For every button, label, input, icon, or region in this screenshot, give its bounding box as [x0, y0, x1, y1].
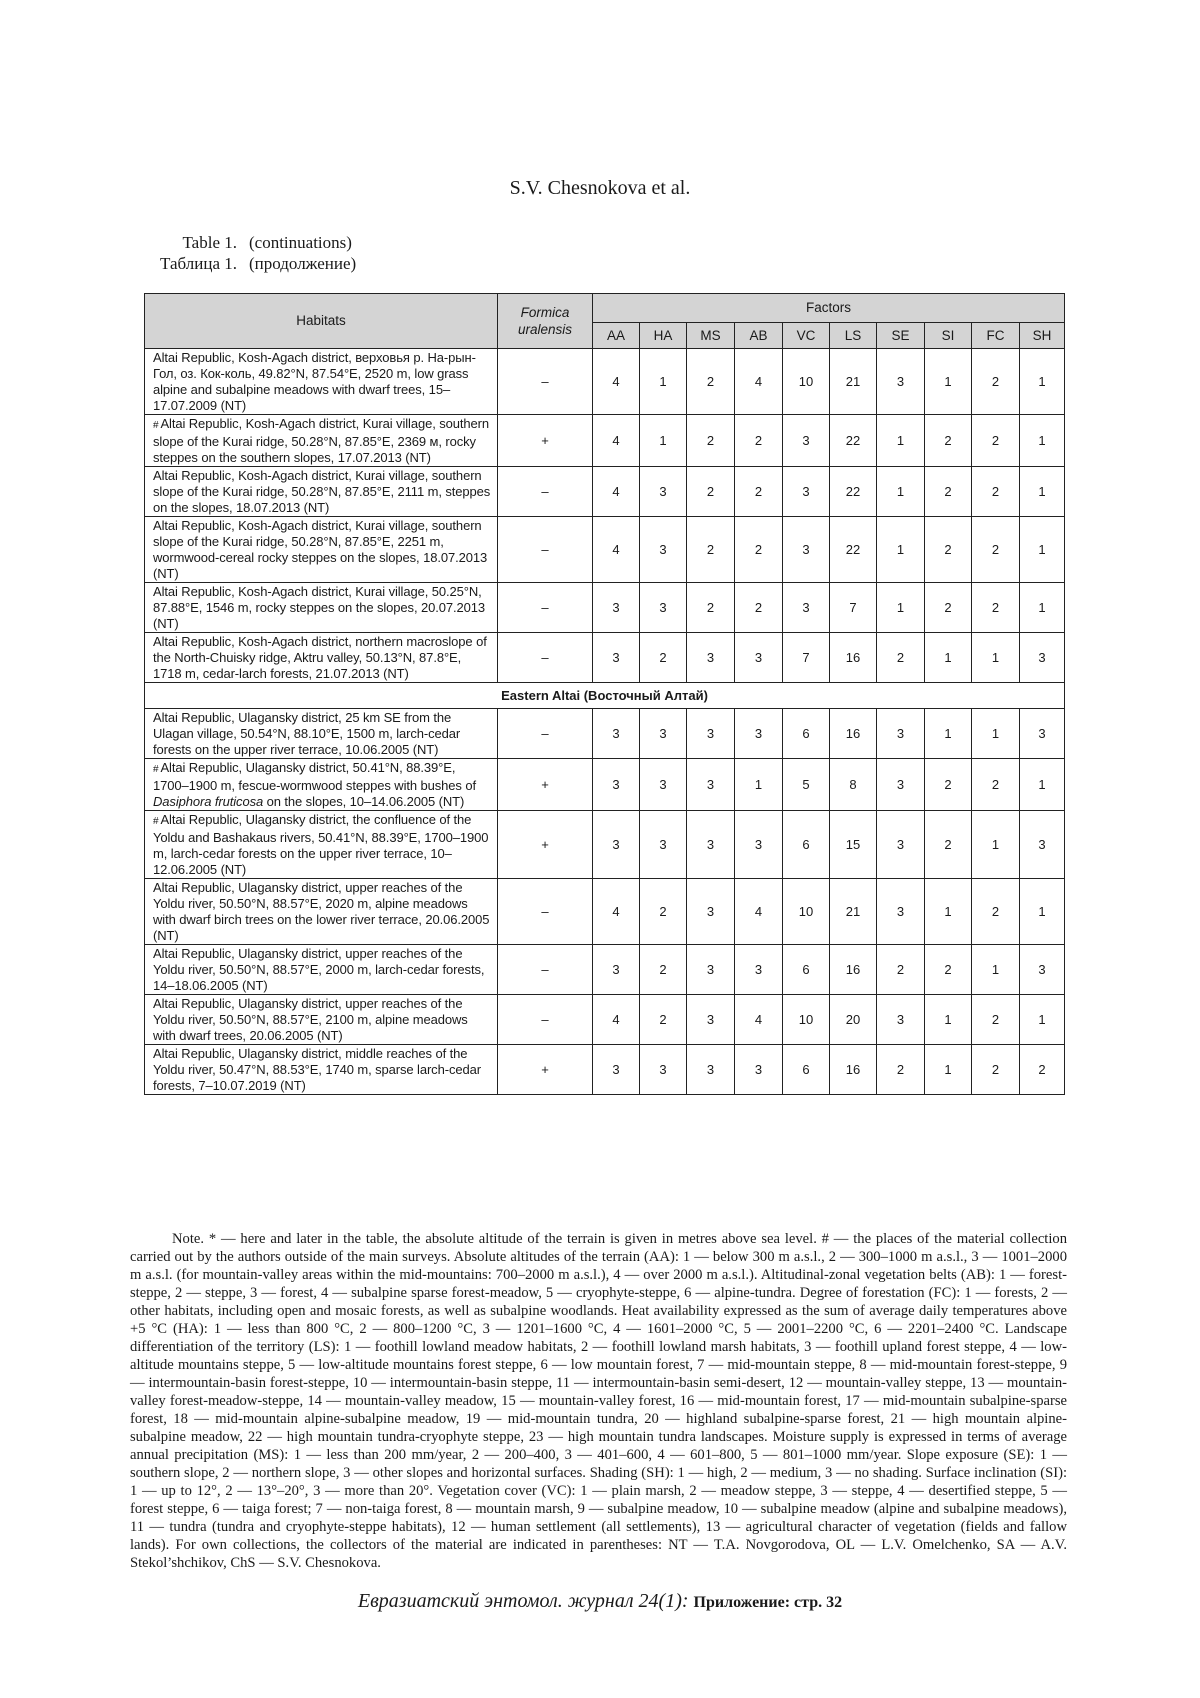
- factor-cell-fc: 2: [972, 879, 1020, 945]
- factor-cell-fc: 2: [972, 467, 1020, 517]
- header-factor-se: SE: [877, 323, 925, 349]
- habitat-text: Altai Republic, Kosh-Agach district, Kurai village, southern slope of the Kurai ridge, 50.28°N, 87.85°E, 2111 m, steppes on the slopes, 18.07.2013 (NT): [153, 468, 490, 515]
- factor-cell-sh: 1: [1020, 583, 1065, 633]
- habitat-cell: [145, 583, 498, 633]
- formica-uralensis-cell: +: [498, 1045, 593, 1095]
- caption-label-en: Table 1.: [140, 232, 237, 253]
- habitat-cell: [145, 759, 498, 811]
- habitats-table: [144, 293, 1065, 1095]
- caption-text-ru: (продолжение): [249, 253, 356, 274]
- header-factor-ha: HA: [640, 323, 687, 349]
- factor-cell-ls: 16: [830, 1045, 877, 1095]
- factor-cell-ls: 22: [830, 415, 877, 467]
- formica-uralensis-cell: +: [498, 759, 593, 811]
- factor-cell-vc: 6: [783, 945, 830, 995]
- factor-cell-fc: 1: [972, 945, 1020, 995]
- header-species: [498, 294, 593, 349]
- factor-cell-se: 3: [877, 811, 925, 879]
- factor-cell-fc: 1: [972, 633, 1020, 683]
- habitat-cell: [145, 415, 498, 467]
- habitat-cell: [145, 633, 498, 683]
- factor-cell-se: 3: [877, 349, 925, 415]
- factor-cell-vc: 10: [783, 879, 830, 945]
- factor-cell-se: 3: [877, 759, 925, 811]
- footer-page: Приложение: стр. 32: [694, 1594, 843, 1611]
- factor-cell-ms: 2: [687, 517, 735, 583]
- factor-cell-ms: 2: [687, 583, 735, 633]
- factor-cell-ms: 3: [687, 709, 735, 759]
- factor-cell-se: 2: [877, 633, 925, 683]
- factor-cell-se: 2: [877, 945, 925, 995]
- factor-cell-aa: 3: [593, 945, 640, 995]
- factor-cell-aa: 3: [593, 709, 640, 759]
- factor-cell-se: 2: [877, 1045, 925, 1095]
- factor-cell-ha: 2: [640, 995, 687, 1045]
- factor-cell-si: 2: [925, 583, 972, 633]
- habitat-text: Altai Republic, Ulagansky district, the confluence of the Yoldu and Bashakaus rivers, 50.41°N, 88.39°E, 1700–1900 m, larch-cedar forests on the upper river terrace, 10–12.06.2005 (NT): [153, 812, 488, 877]
- factor-cell-sh: 2: [1020, 1045, 1065, 1095]
- factor-cell-fc: 2: [972, 415, 1020, 467]
- factor-cell-se: 3: [877, 709, 925, 759]
- habitat-text: Altai Republic, Kosh-Agach district, northern macroslope of the North-Chuisky ridge, Aktru valley, 50.13°N, 87.8°E, 1718 m, cedar-larch forests, 21.07.2013 (NT): [153, 634, 487, 681]
- factor-cell-se: 1: [877, 517, 925, 583]
- factor-cell-sh: 1: [1020, 759, 1065, 811]
- factor-cell-si: 1: [925, 349, 972, 415]
- factor-cell-ha: 1: [640, 415, 687, 467]
- factor-cell-sh: 1: [1020, 467, 1065, 517]
- factor-cell-vc: 3: [783, 517, 830, 583]
- factor-cell-ha: 3: [640, 759, 687, 811]
- own-collection-mark: #: [153, 420, 158, 431]
- table-row: [145, 415, 1065, 467]
- section-title: Eastern Altai (Восточный Алтай): [145, 683, 1065, 709]
- table-row: [145, 759, 1065, 811]
- factor-cell-aa: 3: [593, 1045, 640, 1095]
- factor-cell-vc: 6: [783, 1045, 830, 1095]
- factor-cell-ab: 2: [735, 583, 783, 633]
- habitat-text: Altai Republic, Kosh-Agach district, Kurai village, southern slope of the Kurai ridge, 50.28°N, 87.85°E, 2251 m, wormwood-cereal rocky steppes on the slopes, 18.07.2013 (NT): [153, 518, 487, 581]
- habitat-text: Altai Republic, Ulagansky district, upper reaches of the Yoldu river, 50.50°N, 88.57°E, 2000 m, larch-cedar forests, 14–18.06.2005 (NT): [153, 946, 484, 993]
- section-row: [145, 683, 1065, 709]
- habitat-cell: [145, 945, 498, 995]
- factor-cell-ms: 2: [687, 467, 735, 517]
- factor-cell-ms: 3: [687, 759, 735, 811]
- header-factor-ls: LS: [830, 323, 877, 349]
- factor-cell-ms: 3: [687, 811, 735, 879]
- habitat-cell: [145, 1045, 498, 1095]
- formica-uralensis-cell: –: [498, 467, 593, 517]
- factor-cell-ms: 3: [687, 945, 735, 995]
- habitat-cell: [145, 879, 498, 945]
- formica-uralensis-cell: –: [498, 945, 593, 995]
- factor-cell-si: 2: [925, 945, 972, 995]
- table-row: [145, 1045, 1065, 1095]
- header-factor-ms: MS: [687, 323, 735, 349]
- header-factor-sh: SH: [1020, 323, 1065, 349]
- factor-cell-aa: 4: [593, 349, 640, 415]
- factor-cell-ms: 2: [687, 415, 735, 467]
- factor-cell-ha: 3: [640, 709, 687, 759]
- factor-cell-fc: 2: [972, 1045, 1020, 1095]
- factor-cell-aa: 3: [593, 583, 640, 633]
- table-row: [145, 633, 1065, 683]
- table-row: [145, 467, 1065, 517]
- factor-cell-ha: 3: [640, 583, 687, 633]
- factor-cell-ab: 4: [735, 349, 783, 415]
- factor-cell-sh: 1: [1020, 517, 1065, 583]
- table-caption: [140, 232, 356, 274]
- factor-cell-ha: 2: [640, 633, 687, 683]
- formica-uralensis-cell: –: [498, 709, 593, 759]
- table-note: Note. * — here and later in the table, the absolute altitude of the terrain is given in metres above sea level. # — the places of the material collection carried out by the authors outside of the main surveys. Absolute altitudes of the terrain (AA): 1 — below 300 m a.s.l., 2 — 300–1000 m a.s.l., 3 — 1001–2000 m a.s.l. (for mountain-valley areas within the mid-mountains: 700–2000 m a.s.l.), 4 — over 2000 m a.s.l.). Altitudinal-zonal vegetation belts (AB): 1 — forest-steppe, 2 — steppe, 3 — forest, 4 — subalpine sparse forest-meadow, 5 — cryophyte-steppe, 6 — alpine-tundra. Degree of forestation (FC): 1 — forests, 2 — other habitats, including open and mosaic forests, as well as subalpine woodlands. Heat availability expressed as the sum of average daily temperatures above +5 °C (HA): 1 — less than 800 °C, 2 — 800–1200 °C, 3 — 1201–1600 °C, 4 — 1601–2000 °C, 5 — 2001–2200 °C, 6 — 2201–2400 °C. Landscape differentiation of the territory (LS): 1 — foothill lowland meadow habitats, 2 — foothill lowland marsh habitats, 3 — foothill upland forest steppe, 4 — low-altitude mountains steppe, 5 — low-altitude mountains forest steppe, 6 — low mountain forest, 7 — mid-mountain steppe, 8 — mid-mountain forest-steppe, 9 — intermountain-basin forest-steppe, 10 — intermountain-basin steppe, 11 — intermountain-basin semi-desert, 12 — mountain-valley steppe, 13 — mountain-valley forest-meadow-steppe, 14 — mountain-valley meadow, 15 — mountain-valley forest, 16 — mid-mountain forest, 17 — mid-mountain subalpine-sparse forest, 18 — mid-mountain alpine-subalpine meadow, 19 — mid-mountain tundra, 20 — highland subalpine-sparse forest, 21 — high mountain alpine-subalpine meadow, 22 — high mountain tundra-cryophyte steppe, 23 — high mountain tundra landscapes. Moisture supply is expressed in terms of average annual precipitation (MS): 1 — less than 200 mm/year, 2 — 200–400, 3 — 401–600, 4 — 601–800, 5 — 801–1000 mm/year. Slope exposure (SE): 1 — southern slope, 2 — northern slope, 3 — other slopes and horizontal surfaces. Shading (SH): 1 — high, 2 — medium, 3 — no shading. Surface inclination (SI): 1 — up to 12°, 2 — 13°–20°, 3 — more than 20°. Vegetation cover (VC): 1 — plain marsh, 2 — meadow steppe, 3 — steppe, 4 — desertified steppe, 5 — forest steppe, 6 — taiga forest; 7 — non-taiga forest, 8 — mountain marsh, 9 — subalpine meadow, 10 — subalpine meadow (alpine and subalpine meadows), 11 — tundra (tundra and cryophyte-steppe habitats), 12 — human settlement (all settlements), 13 — agricultural character of vegetation (fields and fallow lands). For own collections, the collectors of the material are indicated in parentheses: NT — T.A. Novgorodova, OL — L.V. Omelchenko, SA — A.V. Stekol’shchikov, ChS — S.V. Chesnokova.: [130, 1230, 1067, 1572]
- habitat-text: Altai Republic, Ulagansky district, middle reaches of the Yoldu river, 50.47°N, 88.53°E, 1740 m, sparse larch-cedar forests, 7–10.07.2019 (NT): [153, 1046, 481, 1093]
- header-factor-si: SI: [925, 323, 972, 349]
- page-footer: [0, 1590, 1200, 1613]
- factor-cell-si: 2: [925, 415, 972, 467]
- factor-cell-ls: 16: [830, 709, 877, 759]
- habitat-text: Altai Republic, Kosh-Agach district, верховья р. На-рын-Гол, оз. Кок-коль, 49.82°N, 87.54°E, 2520 m, low grass alpine and subalpine meadows with dwarf trees, 15–17.07.2009 (NT): [153, 350, 476, 413]
- factor-cell-sh: 1: [1020, 415, 1065, 467]
- factor-cell-ab: 2: [735, 517, 783, 583]
- factor-cell-se: 3: [877, 995, 925, 1045]
- habitat-text: Altai Republic, Kosh-Agach district, Kurai village, 50.25°N, 87.88°E, 1546 m, rocky steppes on the slopes, 20.07.2013 (NT): [153, 584, 485, 631]
- factor-cell-fc: 2: [972, 349, 1020, 415]
- factor-cell-fc: 2: [972, 995, 1020, 1045]
- factor-cell-vc: 5: [783, 759, 830, 811]
- factor-cell-ab: 2: [735, 467, 783, 517]
- own-collection-mark: #: [153, 816, 158, 827]
- factor-cell-fc: 2: [972, 583, 1020, 633]
- factor-cell-ha: 3: [640, 517, 687, 583]
- factor-cell-ab: 4: [735, 995, 783, 1045]
- factor-cell-fc: 2: [972, 759, 1020, 811]
- factor-cell-ha: 2: [640, 879, 687, 945]
- factor-cell-ms: 3: [687, 879, 735, 945]
- factor-cell-si: 1: [925, 879, 972, 945]
- factor-cell-ms: 3: [687, 1045, 735, 1095]
- table-row: [145, 811, 1065, 879]
- formica-uralensis-cell: +: [498, 415, 593, 467]
- factor-cell-fc: 1: [972, 709, 1020, 759]
- factor-cell-ms: 3: [687, 995, 735, 1045]
- factor-cell-aa: 4: [593, 467, 640, 517]
- formica-uralensis-cell: –: [498, 583, 593, 633]
- factor-cell-ab: 3: [735, 1045, 783, 1095]
- factor-cell-aa: 3: [593, 759, 640, 811]
- table-row: [145, 945, 1065, 995]
- factor-cell-ls: 21: [830, 879, 877, 945]
- factor-cell-se: 1: [877, 415, 925, 467]
- factor-cell-ls: 7: [830, 583, 877, 633]
- habitat-text: Altai Republic, Ulagansky district, 50.41°N, 88.39°E, 1700–1900 m, fescue-wormwood steppes with bushes of: [153, 760, 476, 793]
- habitat-species-name: Dasiphora fruticosa: [153, 794, 263, 809]
- factor-cell-vc: 3: [783, 467, 830, 517]
- habitat-cell: [145, 709, 498, 759]
- factor-cell-si: 1: [925, 1045, 972, 1095]
- factor-cell-si: 2: [925, 811, 972, 879]
- factor-cell-ms: 3: [687, 633, 735, 683]
- header-species-genus: Formica: [521, 305, 570, 320]
- factor-cell-ha: 3: [640, 467, 687, 517]
- table-row: [145, 349, 1065, 415]
- factor-cell-ha: 3: [640, 811, 687, 879]
- habitat-cell: [145, 811, 498, 879]
- factor-cell-ls: 20: [830, 995, 877, 1045]
- table-row: [145, 879, 1065, 945]
- factor-cell-si: 1: [925, 995, 972, 1045]
- factor-cell-aa: 4: [593, 995, 640, 1045]
- factor-cell-ls: 22: [830, 517, 877, 583]
- formica-uralensis-cell: –: [498, 349, 593, 415]
- factor-cell-vc: 10: [783, 995, 830, 1045]
- factor-cell-ls: 21: [830, 349, 877, 415]
- factor-cell-sh: 3: [1020, 811, 1065, 879]
- factor-cell-sh: 3: [1020, 633, 1065, 683]
- table-row: [145, 995, 1065, 1045]
- factor-cell-si: 1: [925, 709, 972, 759]
- factor-cell-ab: 1: [735, 759, 783, 811]
- header-factor-fc: FC: [972, 323, 1020, 349]
- habitat-text: Altai Republic, Ulagansky district, upper reaches of the Yoldu river, 50.50°N, 88.57°E, 2100 m, alpine meadows with dwarf trees, 20.06.2005 (NT): [153, 996, 468, 1043]
- habitat-text: Altai Republic, Ulagansky district, 25 km SE from the Ulagan village, 50.54°N, 88.10°E, 1500 m, larch-cedar forests on the upper river terrace, 10.06.2005 (NT): [153, 710, 460, 757]
- caption-label-ru: Таблица 1.: [140, 253, 237, 274]
- habitat-text-end: on the slopes, 10–14.06.2005 (NT): [263, 794, 464, 809]
- header-species-epithet: uralensis: [518, 322, 572, 337]
- factor-cell-aa: 4: [593, 517, 640, 583]
- table-row: [145, 583, 1065, 633]
- factor-cell-aa: 4: [593, 879, 640, 945]
- factor-cell-sh: 3: [1020, 945, 1065, 995]
- factor-cell-ab: 2: [735, 415, 783, 467]
- running-title: S.V. Chesnokova et al.: [0, 177, 1200, 200]
- factor-cell-sh: 1: [1020, 879, 1065, 945]
- factor-cell-si: 2: [925, 517, 972, 583]
- factor-cell-aa: 3: [593, 633, 640, 683]
- table-row: [145, 517, 1065, 583]
- factor-cell-ha: 1: [640, 349, 687, 415]
- factor-cell-aa: 4: [593, 415, 640, 467]
- factor-cell-ab: 3: [735, 811, 783, 879]
- factor-cell-ls: 8: [830, 759, 877, 811]
- footer-journal: Евразиатский энтомол. журнал 24(1):: [358, 1590, 689, 1612]
- habitat-cell: [145, 467, 498, 517]
- factor-cell-ms: 2: [687, 349, 735, 415]
- factor-cell-vc: 3: [783, 583, 830, 633]
- factor-cell-vc: 6: [783, 811, 830, 879]
- own-collection-mark: #: [153, 764, 158, 775]
- factor-cell-ls: 16: [830, 945, 877, 995]
- factor-cell-se: 1: [877, 467, 925, 517]
- factor-cell-ab: 3: [735, 633, 783, 683]
- factor-cell-si: 2: [925, 759, 972, 811]
- formica-uralensis-cell: +: [498, 811, 593, 879]
- habitat-text: Altai Republic, Ulagansky district, upper reaches of the Yoldu river, 50.50°N, 88.57°E, 2020 m, alpine meadows with dwarf birch trees on the lower river terrace, 20.06.2005 (NT): [153, 880, 489, 943]
- factor-cell-ha: 2: [640, 945, 687, 995]
- factor-cell-se: 3: [877, 879, 925, 945]
- factor-cell-fc: 2: [972, 517, 1020, 583]
- header-habitats: Habitats: [145, 294, 498, 349]
- formica-uralensis-cell: –: [498, 517, 593, 583]
- formica-uralensis-cell: –: [498, 995, 593, 1045]
- habitat-text: Altai Republic, Kosh-Agach district, Kurai village, southern slope of the Kurai ridge, 50.28°N, 87.85°E, 2369 м, rocky steppes on the southern slopes, 17.07.2013 (NT): [153, 416, 489, 465]
- table-row: [145, 709, 1065, 759]
- header-factor-ab: AB: [735, 323, 783, 349]
- factor-cell-ha: 3: [640, 1045, 687, 1095]
- factor-cell-ab: 3: [735, 709, 783, 759]
- table-body: [145, 349, 1065, 1095]
- factor-cell-se: 1: [877, 583, 925, 633]
- factor-cell-vc: 3: [783, 415, 830, 467]
- formica-uralensis-cell: –: [498, 879, 593, 945]
- header-factors: Factors: [593, 294, 1065, 323]
- factor-cell-ab: 4: [735, 879, 783, 945]
- caption-text-en: (continuations): [249, 232, 352, 253]
- factor-cell-sh: 1: [1020, 995, 1065, 1045]
- factor-cell-aa: 3: [593, 811, 640, 879]
- header-factor-vc: VC: [783, 323, 830, 349]
- factor-cell-ls: 15: [830, 811, 877, 879]
- factor-cell-vc: 10: [783, 349, 830, 415]
- habitat-cell: [145, 995, 498, 1045]
- habitat-cell: [145, 349, 498, 415]
- factor-cell-sh: 1: [1020, 349, 1065, 415]
- header-factor-aa: AA: [593, 323, 640, 349]
- factor-cell-ls: 22: [830, 467, 877, 517]
- factor-cell-vc: 7: [783, 633, 830, 683]
- formica-uralensis-cell: –: [498, 633, 593, 683]
- factor-cell-sh: 3: [1020, 709, 1065, 759]
- factor-cell-ab: 3: [735, 945, 783, 995]
- habitat-cell: [145, 517, 498, 583]
- factor-cell-si: 1: [925, 633, 972, 683]
- factor-cell-ls: 16: [830, 633, 877, 683]
- factor-cell-fc: 1: [972, 811, 1020, 879]
- factor-cell-vc: 6: [783, 709, 830, 759]
- factor-cell-si: 2: [925, 467, 972, 517]
